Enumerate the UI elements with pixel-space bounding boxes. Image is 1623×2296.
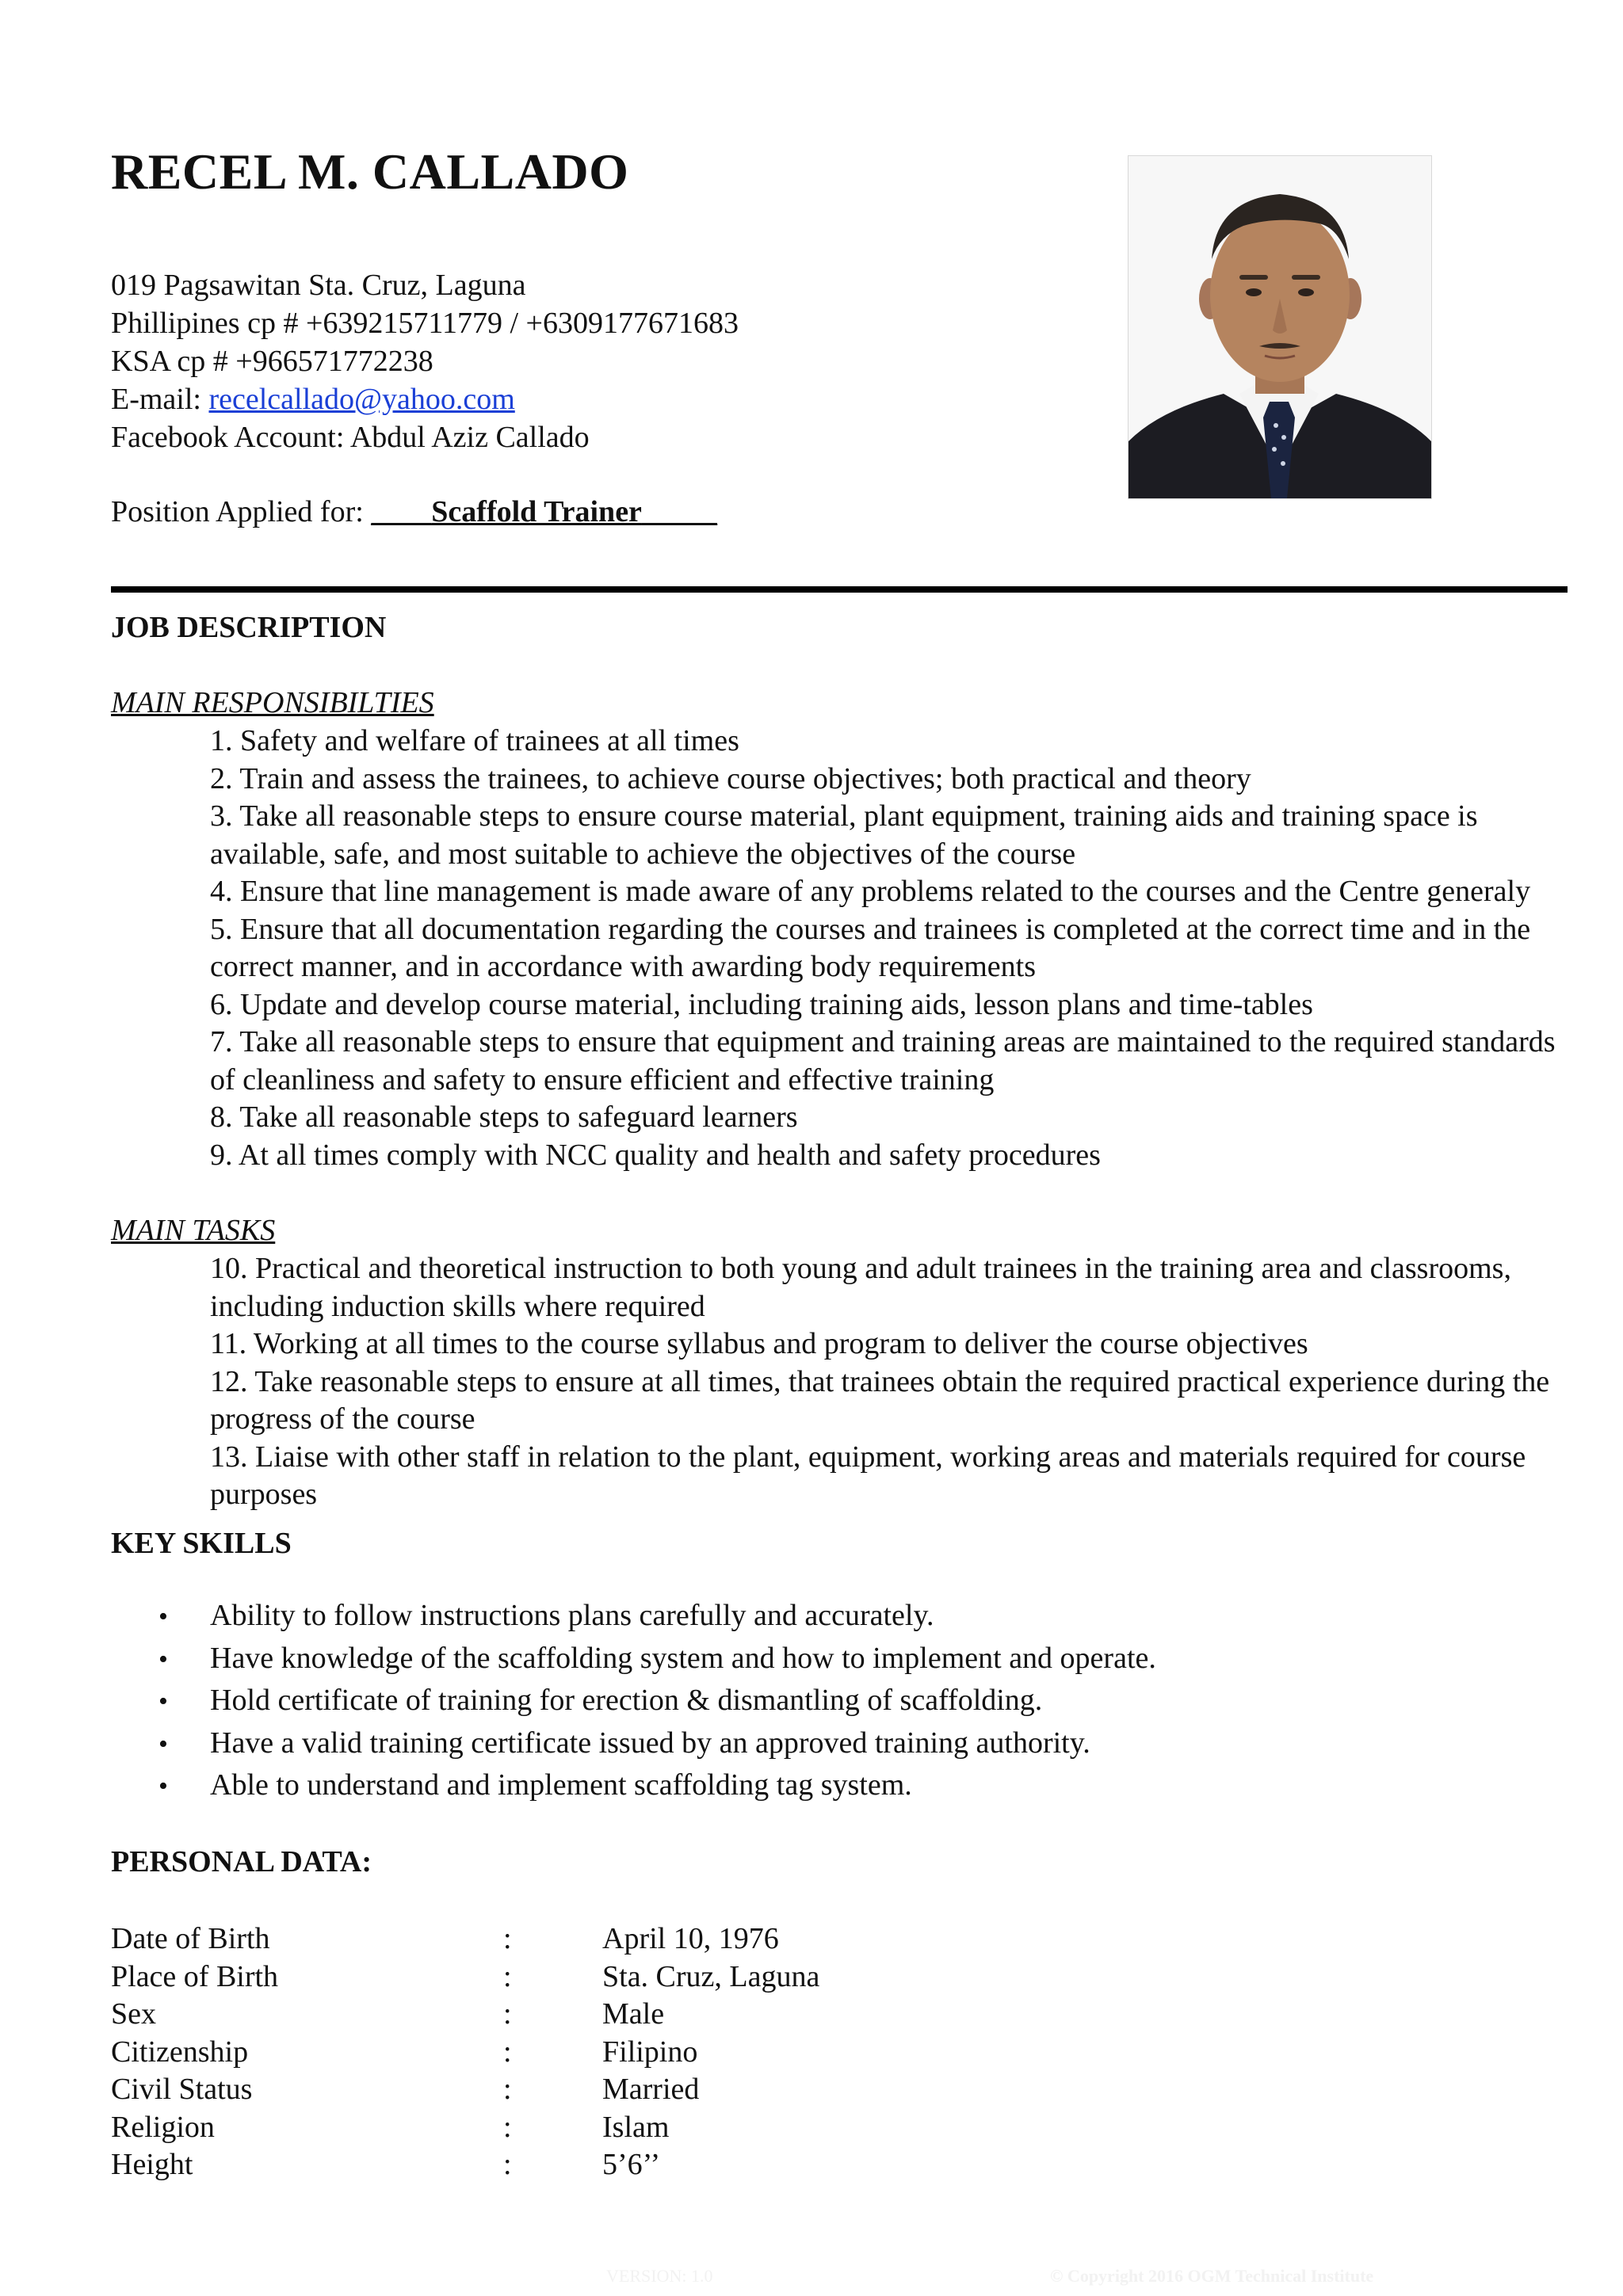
bullet-icon: •	[158, 1644, 168, 1674]
field-value: Married	[602, 2073, 700, 2106]
field-separator: :	[503, 1922, 512, 1955]
skill-text: Have knowledge of the scaffolding system and how to implement and operate.	[210, 1641, 1156, 1675]
field-separator: :	[503, 1997, 512, 2031]
skill-text: Have a valid training certificate issued by an approved training authority.	[210, 1726, 1090, 1760]
skill-text: Ability to follow instructions plans carefully and accurately.	[210, 1599, 934, 1632]
tasks-list	[210, 1250, 1557, 1514]
field-value: Sta. Cruz, Laguna	[602, 1959, 820, 1993]
field-separator: :	[503, 2148, 512, 2181]
field-value: Islam	[602, 2110, 670, 2144]
bullet-icon: •	[158, 1772, 168, 1801]
key-skills-list	[158, 1595, 1156, 1807]
list-item: 10. Practical and theoretical instruction to both young and adult trainees in the training area and classrooms, including induction skills where required	[210, 1252, 1511, 1323]
position-value: Scaffold Trainer	[431, 495, 642, 528]
bullet-icon: •	[158, 1729, 168, 1759]
field-value: April 10, 1976	[602, 1922, 779, 1955]
position-label: Position Applied for:	[111, 495, 372, 528]
footer-version: VERSION: 1.0	[606, 2266, 713, 2286]
field-value: 5’6’’	[602, 2148, 661, 2181]
list-item	[158, 1722, 1156, 1765]
list-item	[158, 1764, 1156, 1807]
contact-phone-ksa: KSA cp # +966571772238	[111, 345, 433, 378]
footer-copyright: © Copyright 2016 OGM Technical Institute	[1050, 2266, 1374, 2286]
field-value: Filipino	[602, 2035, 698, 2069]
position-applied	[111, 494, 717, 529]
responsibilities-list	[210, 723, 1557, 1174]
personal-data-heading: PERSONAL DATA:	[111, 1845, 372, 1878]
list-item: 13. Liaise with other staff in relation to the plant, equipment, working areas and materials required for course purposes	[210, 1440, 1526, 1511]
field-value: Male	[602, 1997, 665, 2031]
field-label: Religion	[111, 2110, 215, 2144]
list-item: 5. Ensure that all documentation regarding the courses and trainees is completed at the correct time and in the correct manner, and in accordance with awarding body requirements	[210, 912, 1531, 983]
job-description-heading: JOB DESCRIPTION	[111, 611, 387, 644]
contact-address: 019 Pagsawitan Sta. Cruz, Laguna	[111, 269, 526, 302]
field-label: Date of Birth	[111, 1922, 270, 1955]
bullet-icon: •	[158, 1687, 168, 1716]
main-tasks-heading: MAIN TASKS	[111, 1214, 276, 1247]
portrait-illustration	[1128, 156, 1431, 498]
position-blank-before: ____	[371, 495, 432, 528]
field-separator: :	[503, 2110, 512, 2144]
key-skills-heading: KEY SKILLS	[111, 1527, 292, 1560]
contact-phone-ph: Phillipines cp # +639215711779 / +6309177671683	[111, 307, 739, 340]
list-item: 2. Train and assess the trainees, to achieve course objectives; both practical and theory	[210, 761, 1251, 795]
applicant-name: RECEL M. CALLADO	[111, 143, 629, 200]
field-separator: :	[503, 2073, 512, 2106]
list-item: 4. Ensure that line management is made aware of any problems related to the courses and the Centre generaly	[210, 875, 1531, 908]
list-item	[158, 1680, 1156, 1722]
header-divider	[111, 586, 1568, 593]
list-item: 12. Take reasonable steps to ensure at all times, that trainees obtain the required practical experience during the progress of the course	[210, 1364, 1550, 1436]
main-responsibilities-heading: MAIN RESPONSIBILTIES	[111, 686, 434, 719]
field-label: Citizenship	[111, 2035, 249, 2069]
skill-text: Able to understand and implement scaffolding tag system.	[210, 1768, 912, 1802]
skill-text: Hold certificate of training for erection & dismantling of scaffolding.	[210, 1684, 1043, 1717]
list-item	[158, 1638, 1156, 1680]
list-item: 8. Take all reasonable steps to safeguard learners	[210, 1100, 798, 1134]
list-item: 3. Take all reasonable steps to ensure course material, plant equipment, training aids and training space is available, safe, and most suitable to achieve the objectives of the course	[210, 799, 1478, 871]
list-item	[158, 1595, 1156, 1638]
position-blank-after: _____	[641, 495, 717, 528]
bullet-icon: •	[158, 1602, 168, 1631]
applicant-photo	[1128, 155, 1432, 499]
field-label: Sex	[111, 1997, 156, 2031]
list-item: 11. Working at all times to the course syllabus and program to deliver the course objectives	[210, 1327, 1308, 1360]
list-item: 9. At all times comply with NCC quality and health and safety procedures	[210, 1138, 1101, 1172]
list-item: 1. Safety and welfare of trainees at all times	[210, 724, 739, 757]
list-item: 7. Take all reasonable steps to ensure that equipment and training areas are maintained to the required standards of cleanliness and safety to ensure efficient and effective training	[210, 1025, 1556, 1097]
field-label: Civil Status	[111, 2073, 253, 2106]
field-separator: :	[503, 1959, 512, 1993]
email-link[interactable]: recelcallado@yahoo.com	[208, 383, 515, 416]
contact-email-line	[111, 380, 515, 418]
list-item: 6. Update and develop course material, including training aids, lesson plans and time-tables	[210, 987, 1313, 1021]
field-label: Place of Birth	[111, 1959, 279, 1993]
email-label: E-mail:	[111, 383, 209, 416]
field-label: Height	[111, 2148, 193, 2181]
field-separator: :	[503, 2035, 512, 2069]
contact-facebook: Facebook Account: Abdul Aziz Callado	[111, 421, 590, 454]
